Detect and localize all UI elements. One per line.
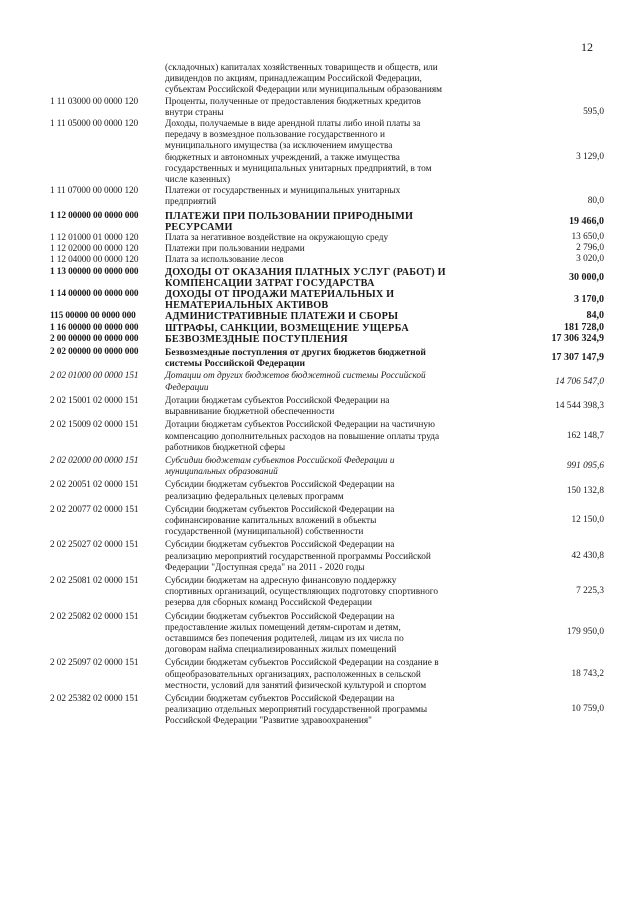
- row-description: Субсидии бюджетам субъектов Российской Федерации на реализацию отдельных мероприятий государственной программы Российской Федерации "Развитие здравоохранения": [165, 693, 428, 727]
- row-amount: 14 706 547,0: [555, 376, 604, 387]
- row-code: 2 02 01000 00 0000 151: [50, 371, 139, 382]
- row-code: 2 02 25082 02 0000 151: [50, 611, 139, 622]
- row-code: 2 02 00000 00 0000 000: [50, 347, 139, 358]
- table-row: [0, 347, 640, 369]
- row-code: 2 02 25081 02 0000 151: [50, 575, 139, 586]
- table-row: [0, 63, 640, 97]
- table-row: [0, 396, 640, 418]
- table-row: [0, 694, 640, 728]
- row-amount: 13 650,0: [571, 232, 604, 243]
- row-description: Субсидии бюджетам субъектов Российской Федерации на софинансирование капитальных вложений в объекты государственной (муниципальной) собственности: [165, 504, 395, 538]
- table-row: [0, 289, 640, 311]
- row-description: Дотации бюджетам субъектов Российской Федерации на частичную компенсацию дополнительных расходов на повышение оплаты труда работников бюджетной сферы: [165, 420, 440, 453]
- row-description: ДОХОДЫ ОТ ПРОДАЖИ МАТЕРИАЛЬНЫХ И НЕМАТЕРИАЛЬНЫХ АКТИВОВ: [165, 289, 395, 312]
- row-description: Плата за негативное воздействие на окружающую среду: [165, 233, 389, 244]
- row-code: 2 02 15009 02 0000 151: [50, 420, 139, 431]
- row-description: Плата за использование лесов: [165, 255, 284, 266]
- table-row: [0, 119, 640, 186]
- row-amount: 3 020,0: [576, 254, 604, 265]
- row-description: Субсидии бюджетам на адресную финансовую поддержку спортивных организаций, осуществляющих подготовку спортивного резерва для сборных команд Российской Федерации: [165, 575, 439, 609]
- row-code: 1 14 00000 00 0000 000: [50, 289, 139, 300]
- table-row: [0, 334, 640, 345]
- row-description: ПЛАТЕЖИ ПРИ ПОЛЬЗОВАНИИ ПРИРОДНЫМИ РЕСУРСАМИ: [165, 210, 414, 233]
- table-row: [0, 186, 640, 208]
- row-amount: 595,0: [583, 106, 604, 117]
- row-amount: 991 095,6: [566, 461, 604, 472]
- row-code: 1 12 04000 00 0000 120: [50, 255, 139, 266]
- row-amount: 18 743,2: [571, 668, 604, 679]
- row-code: 1 13 00000 00 0000 000: [50, 266, 139, 277]
- row-code: 115 00000 00 0000 000: [50, 311, 136, 322]
- row-description: Доходы, получаемые в виде арендной платы либо иной платы за передачу в возмездное пользование государственного и муниципального имущества (за исключением имущества бюджетных и автономных учреждений, а также имущества государственных и муниципальных унитарных предприятий, в том числе казенных): [165, 119, 432, 186]
- row-description: Субсидии бюджетам субъектов Российской Федерации на реализацию федеральных целевых программ: [165, 480, 395, 502]
- row-description: Субсидии бюджетам субъектов Российской Федерации на предоставление жилых помещений детям-сиротам и детям, оставшимся без попечения родителей, лицам из их числа по договорам найма специализированных жилых помещений: [165, 611, 404, 656]
- row-amount: 181 728,0: [564, 321, 604, 333]
- row-code: 2 00 00000 00 0000 000: [50, 333, 139, 344]
- row-code: 2 02 20051 02 0000 151: [50, 480, 139, 491]
- row-description: Платежи при пользовании недрами: [165, 244, 305, 255]
- row-amount: 12 150,0: [571, 515, 604, 526]
- row-amount: 42 430,8: [571, 550, 604, 561]
- table-row: [0, 612, 640, 657]
- row-amount: 7 225,3: [576, 586, 604, 597]
- row-description: Дотации бюджетам субъектов Российской Федерации на выравнивание бюджетной обеспеченности: [165, 395, 390, 418]
- row-description: Безвозмездные поступления от других бюджетов бюджетной системы Российской Федерации: [165, 347, 426, 370]
- row-amount: 150 132,8: [566, 485, 604, 496]
- table-row: [0, 211, 640, 233]
- row-description: Субсидии бюджетам субъектов Российской Федерации на создание в общеобразовательных организациях, расположенных в сельской местности, условий для занятий физической культурой и спортом: [165, 658, 439, 691]
- table-row: [0, 323, 640, 334]
- row-amount: 17 306 324,9: [551, 332, 604, 344]
- row-amount: 30 000,0: [569, 271, 604, 283]
- table-row: [0, 420, 640, 454]
- row-description: Проценты, полученные от предоставления бюджетных кредитов внутри страны: [165, 96, 421, 118]
- row-description: БЕЗВОЗМЕЗДНЫЕ ПОСТУПЛЕНИЯ: [165, 333, 348, 345]
- row-amount: 2 796,0: [576, 243, 604, 254]
- row-code: 1 12 00000 00 0000 000: [50, 210, 139, 221]
- table-row: [0, 244, 640, 255]
- row-code: 1 16 00000 00 0000 000: [50, 322, 139, 333]
- row-description: Субсидии бюджетам субъектов Российской Федерации на реализацию мероприятий государственной программы Российской Федерации "Доступная среда" на 2011 - 2020 годы: [165, 540, 431, 573]
- row-code: 2 02 25027 02 0000 151: [50, 540, 139, 551]
- table-row: [0, 576, 640, 610]
- row-code: 1 11 07000 00 0000 120: [50, 186, 139, 197]
- row-amount: 3 129,0: [576, 152, 604, 163]
- row-amount: 19 466,0: [569, 215, 604, 227]
- table-row: [0, 480, 640, 502]
- row-amount: 17 307 147,9: [551, 352, 604, 364]
- table-row: [0, 505, 640, 539]
- table-row: [0, 658, 640, 692]
- table-row: [0, 97, 640, 119]
- table-row: [0, 311, 640, 322]
- page-number: 12: [581, 40, 593, 54]
- budget-revenue-table: [0, 63, 640, 728]
- row-amount: 14 544 398,3: [555, 401, 604, 412]
- row-description: (складочных) капиталах хозяйственных товариществ и обществ, или дивидендов по акциям, принадлежащим Российской Федерации, субъектам Российской Федерации или муниципальным образованиям: [165, 63, 442, 96]
- row-description: Дотации от других бюджетов бюджетной системы Российской Федерации: [165, 371, 426, 393]
- table-row: [0, 456, 640, 478]
- row-amount: 162 148,7: [566, 430, 604, 441]
- row-code: 2 02 20077 02 0000 151: [50, 504, 139, 515]
- row-amount: 10 759,0: [571, 704, 604, 715]
- row-code: 2 02 25382 02 0000 151: [50, 693, 139, 704]
- row-code: 2 02 02000 00 0000 151: [50, 455, 139, 466]
- row-code: 2 02 15001 02 0000 151: [50, 395, 139, 406]
- row-amount: 84,0: [586, 310, 604, 322]
- row-description: Субсидии бюджетам субъектов Российской Федерации и муниципальных образований: [165, 455, 395, 478]
- table-row: [0, 371, 640, 393]
- table-row: [0, 540, 640, 574]
- row-amount: 80,0: [587, 196, 604, 207]
- table-row: [0, 255, 640, 266]
- row-code: 2 02 25097 02 0000 151: [50, 658, 139, 669]
- table-row: [0, 267, 640, 289]
- row-description: ДОХОДЫ ОТ ОКАЗАНИЯ ПЛАТНЫХ УСЛУГ (РАБОТ) И КОМПЕНСАЦИИ ЗАТРАТ ГОСУДАРСТВА: [165, 266, 446, 289]
- row-amount: 179 950,0: [566, 627, 604, 638]
- row-code: 1 11 05000 00 0000 120: [50, 119, 139, 130]
- row-description: Платежи от государственных и муниципальных унитарных предприятий: [165, 186, 401, 208]
- row-code: 1 11 03000 00 0000 120: [50, 96, 139, 107]
- table-row: [0, 233, 640, 244]
- row-description: ШТРАФЫ, САНКЦИИ, ВОЗМЕЩЕНИЕ УЩЕРБА: [165, 322, 409, 334]
- row-amount: 3 170,0: [574, 294, 604, 306]
- row-code: 1 12 02000 00 0000 120: [50, 244, 139, 255]
- row-description: АДМИНИСТРАТИВНЫЕ ПЛАТЕЖИ И СБОРЫ: [165, 311, 399, 323]
- row-code: 1 12 01000 01 0000 120: [50, 233, 139, 244]
